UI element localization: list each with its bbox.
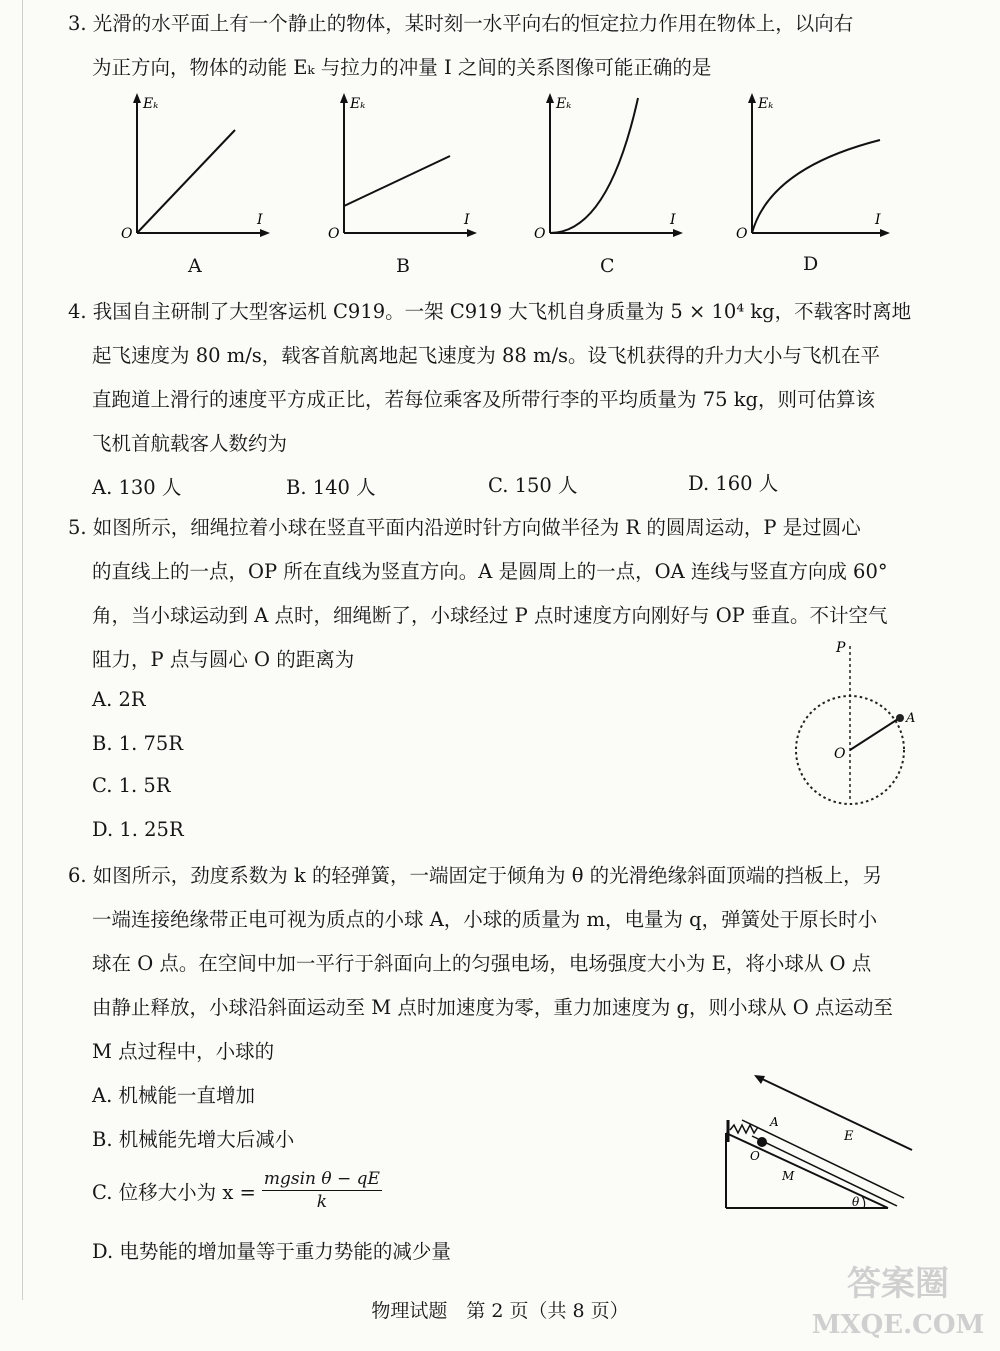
q5-option-a: A. 2R (92, 688, 146, 711)
q3-graph-b-origin: O (328, 226, 340, 242)
q3-graph-a-y-label: Eₖ (143, 96, 159, 112)
q5-stem-line-1: 5. 如图所示，细绳拉着小球在竖直平面内沿逆时针方向做半径为 R 的圆周运动，P 是过圆心 (68, 516, 861, 539)
q4-option-d: D. 160 人 (688, 472, 779, 495)
page-footer: 物理试题 第 2 页（共 8 页） (371, 1300, 629, 1322)
q5-stem-line-2: 的直线上的一点，OP 所在直线为竖直方向。A 是圆周上的一点，OA 连线与竖直方向成 60° (92, 560, 888, 583)
q5-point-p-label: P (836, 640, 846, 656)
q5-circle-figure (788, 636, 928, 808)
q6-stem-line-3: 球在 O 点。在空间中加一平行于斜面向上的匀强电场，电场强度大小为 E，将小球从 O 点 (92, 952, 872, 975)
q4-stem-line-1: 4. 我国自主研制了大型客运机 C919。一架 C919 大飞机自身质量为 5 × 10⁴ kg，不载客时离地 (68, 300, 912, 323)
q3-graph-a-origin: O (121, 226, 133, 242)
q6-option-a: A. 机械能一直增加 (92, 1084, 255, 1107)
q5-option-d: D. 1. 25R (92, 818, 184, 841)
q3-stem-line-1: 3. 光滑的水平面上有一个静止的物体，某时刻一水平向右的恒定拉力作用在物体上，以向右 (68, 12, 854, 35)
q6-ball-a-label: A (770, 1115, 779, 1129)
q6-fraction-numerator: mgsin θ − qE (263, 1169, 380, 1189)
q4-option-a: A. 130 人 (92, 476, 182, 499)
q3-graph-d-y-label: Eₖ (758, 96, 774, 112)
q6-angle-theta-label: θ (852, 1195, 860, 1209)
q6-option-c (92, 1168, 382, 1213)
q3-graph-a (115, 88, 280, 278)
q3-graph-d-x-label: I (875, 212, 881, 228)
q3-graph-b-label: B (396, 255, 410, 277)
q3-graph-a-x-label: I (257, 212, 263, 228)
q6-point-m-label: M (782, 1169, 795, 1183)
q3-graph-c-y-label: Eₖ (556, 96, 572, 112)
q3-graph-d-label: D (803, 253, 819, 275)
q5-stem-line-3: 角，当小球运动到 A 点时，细绳断了，小球经过 P 点时速度方向刚好与 OP 垂直。不计空气 (92, 604, 888, 627)
q3-graph-c-label: C (600, 255, 615, 277)
q3-stem-line-2: 为正方向，物体的动能 Eₖ 与拉力的冲量 I 之间的关系图像可能正确的是 (92, 56, 712, 79)
q5-option-c: C. 1. 5R (92, 774, 171, 797)
q4-stem-line-4: 飞机首航载客人数约为 (92, 432, 288, 455)
q3-graph-b-x-label: I (464, 212, 470, 228)
q6-stem-line-5: M 点过程中，小球的 (92, 1040, 275, 1063)
q4-stem-line-2: 起飞速度为 80 m/s，载客首航离地起飞速度为 88 m/s。设飞机获得的升力大小与飞机在平 (92, 344, 881, 367)
q6-stem-line-4: 由静止释放，小球沿斜面运动至 M 点时加速度为零，重力加速度为 g，则小球从 O 点运动至 (92, 996, 893, 1019)
q6-fraction-denominator: k (316, 1192, 328, 1212)
svg-text:MXQE.COM: MXQE.COM (811, 1310, 985, 1340)
watermark-logo (808, 1255, 988, 1345)
q4-option-b: B. 140 人 (286, 476, 376, 499)
q4-option-c: C. 150 人 (488, 474, 578, 497)
svg-text:答案圈: 答案圈 (847, 1264, 949, 1304)
q3-graph-c (528, 88, 693, 278)
q6-option-c-prefix: C. 位移大小为 x = (92, 1180, 256, 1204)
q6-field-e-label: E (844, 1129, 854, 1144)
q3-graph-b (322, 88, 487, 278)
q4-stem-line-3: 直跑道上滑行的速度平方成正比，若每位乘客及所带行李的平均质量为 75 kg，则可估算该 (92, 388, 876, 411)
q6-option-b: B. 机械能先增大后减小 (92, 1128, 295, 1151)
q6-option-c-fraction (262, 1168, 382, 1213)
q3-graph-c-origin: O (534, 226, 546, 242)
q6-stem-line-2: 一端连接绝缘带正电可视为质点的小球 A，小球的质量为 m，电量为 q，弹簧处于原长时小 (92, 908, 878, 931)
q3-graph-b-y-label: Eₖ (350, 96, 366, 112)
q5-point-o-label: O (834, 746, 846, 762)
q6-stem-line-1: 6. 如图所示，劲度系数为 k 的轻弹簧，一端固定于倾角为 θ 的光滑绝缘斜面顶端的挡板上，另 (68, 864, 883, 887)
q6-incline-figure (712, 1068, 922, 1218)
q5-option-b: B. 1. 75R (92, 732, 184, 755)
q3-graph-a-label: A (188, 255, 202, 277)
page-margin-rule (22, 0, 23, 1300)
q5-point-a-label: A (906, 711, 916, 726)
q3-graph-c-x-label: I (670, 212, 676, 228)
q6-point-o-label: O (750, 1149, 760, 1163)
q6-option-d: D. 电势能的增加量等于重力势能的减少量 (92, 1240, 451, 1263)
q5-stem-line-4: 阻力，P 点与圆心 O 的距离为 (92, 648, 355, 671)
q3-graph-d-origin: O (736, 226, 748, 242)
q3-graph-d (730, 88, 900, 278)
